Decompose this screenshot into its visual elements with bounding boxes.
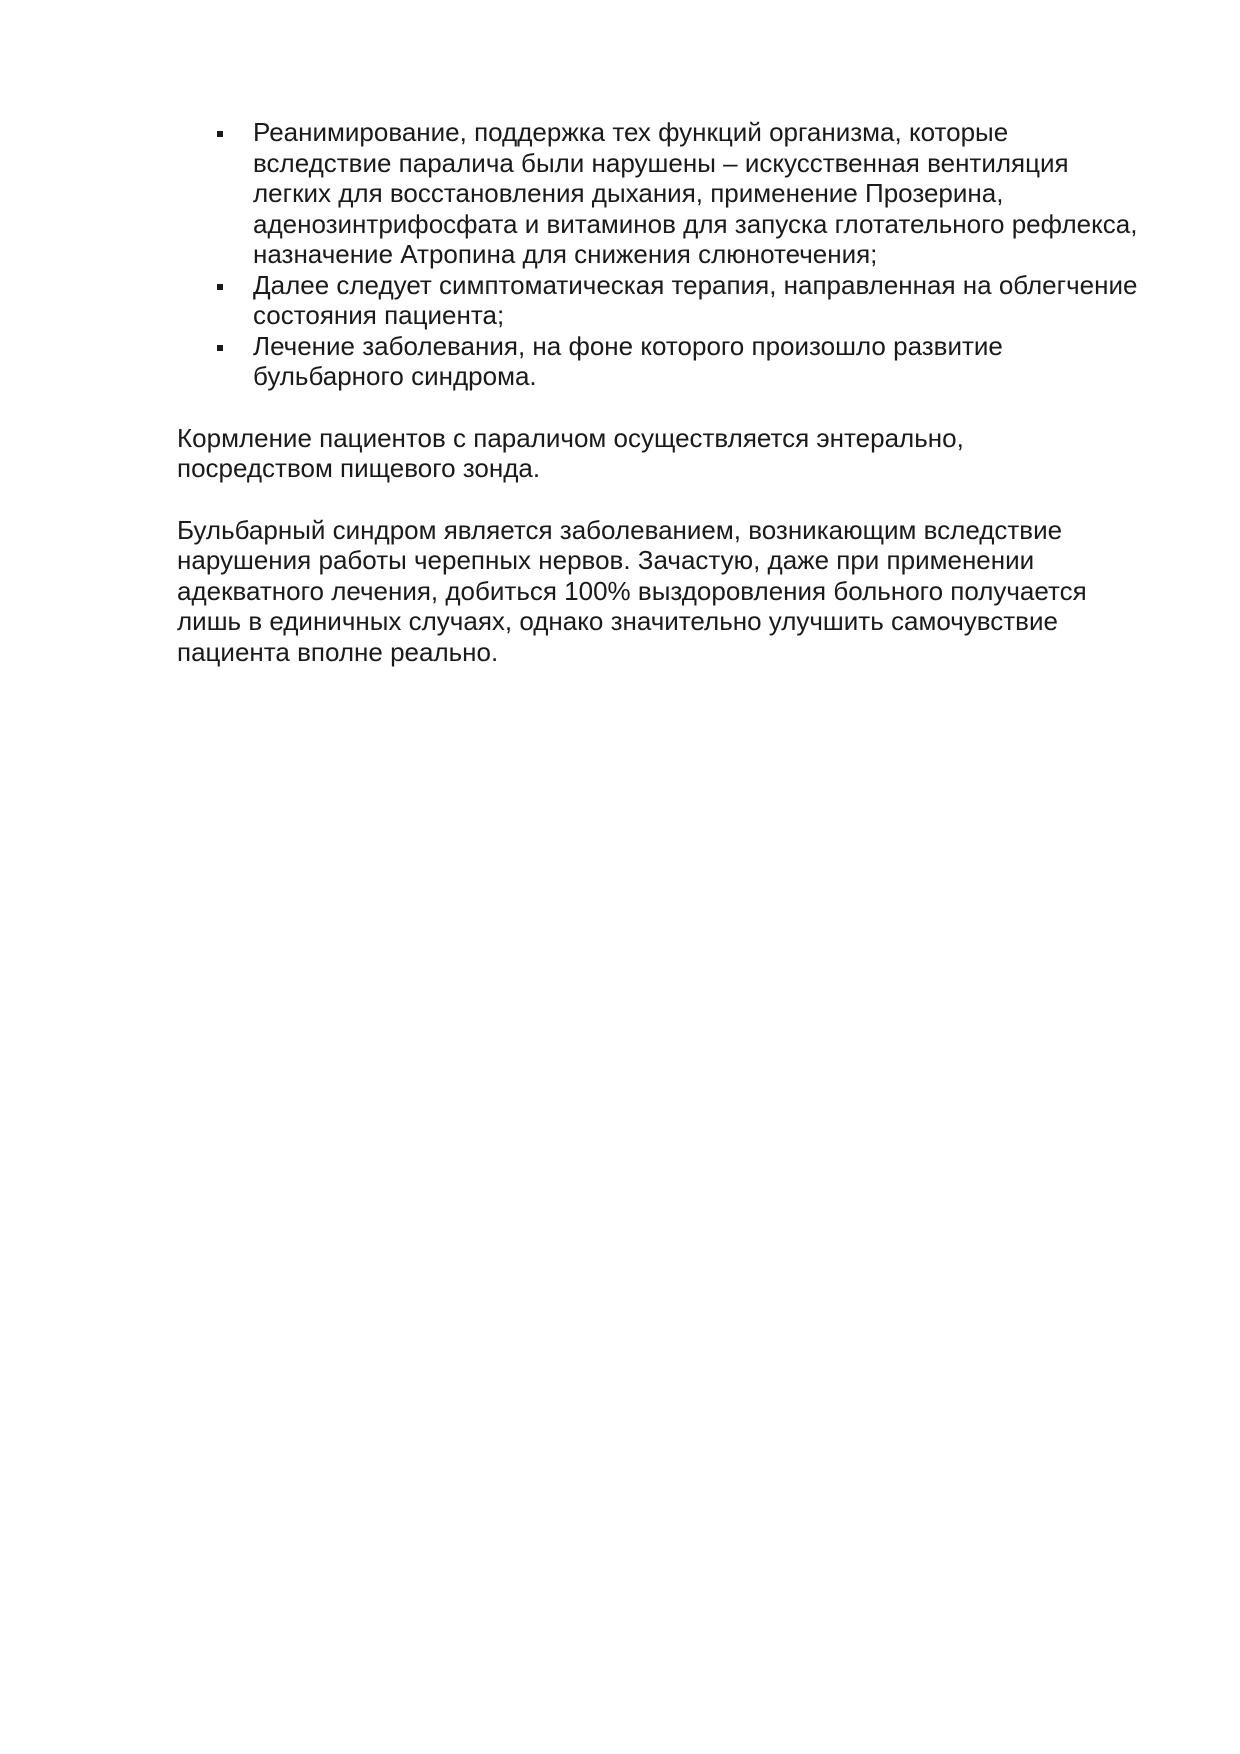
document-body: [177, 117, 1157, 667]
text-line: вследствие паралича были нарушены – искусственная вентиляция: [253, 147, 1069, 178]
text-line: Бульбарный синдром является заболеванием, возникающим вследствие: [177, 514, 1063, 545]
feeding-paragraph: [177, 423, 1157, 484]
list-item: [177, 331, 1157, 392]
list-item: [177, 117, 1157, 270]
text-line: Кормление пациентов с параличом осуществляется энтерально,: [177, 422, 964, 453]
text-line: состояния пациента;: [253, 300, 505, 330]
square-bullet-icon: [217, 284, 223, 290]
text-line: Реанимирование, поддержка тех функций организма, которые: [253, 117, 1009, 147]
list-item: [177, 270, 1157, 331]
text-line: адекватного лечения, добиться 100% выздоровления больного получается: [177, 575, 1087, 606]
text-line: назначение Атропина для снижения слюнотечения;: [253, 239, 878, 269]
text-line: посредством пищевого зонда.: [177, 453, 541, 483]
square-bullet-icon: [217, 345, 223, 351]
text-line: нарушения работы черепных нервов. Зачастую, даже при применении: [177, 545, 1035, 575]
text-line: пациента вполне реально.: [177, 636, 499, 667]
text-line: лишь в единичных случаях, однако значительно улучшить самочувствие: [177, 606, 1058, 636]
treatment-list: [177, 117, 1157, 392]
text-line: аденозинтрифосфата и витаминов для запуска глотательного рефлекса,: [253, 208, 1138, 239]
text-line: Лечение заболевания, на фоне которого произошло развитие: [253, 330, 1003, 361]
text-line: Далее следует симптоматическая терапия, направленная на облегчение: [253, 269, 1138, 300]
text-line: легких для восстановления дыхания, применение Прозерина,: [253, 178, 1004, 208]
conclusion-paragraph: [177, 515, 1157, 668]
text-line: бульбарного синдрома.: [253, 361, 537, 391]
square-bullet-icon: [217, 131, 223, 137]
